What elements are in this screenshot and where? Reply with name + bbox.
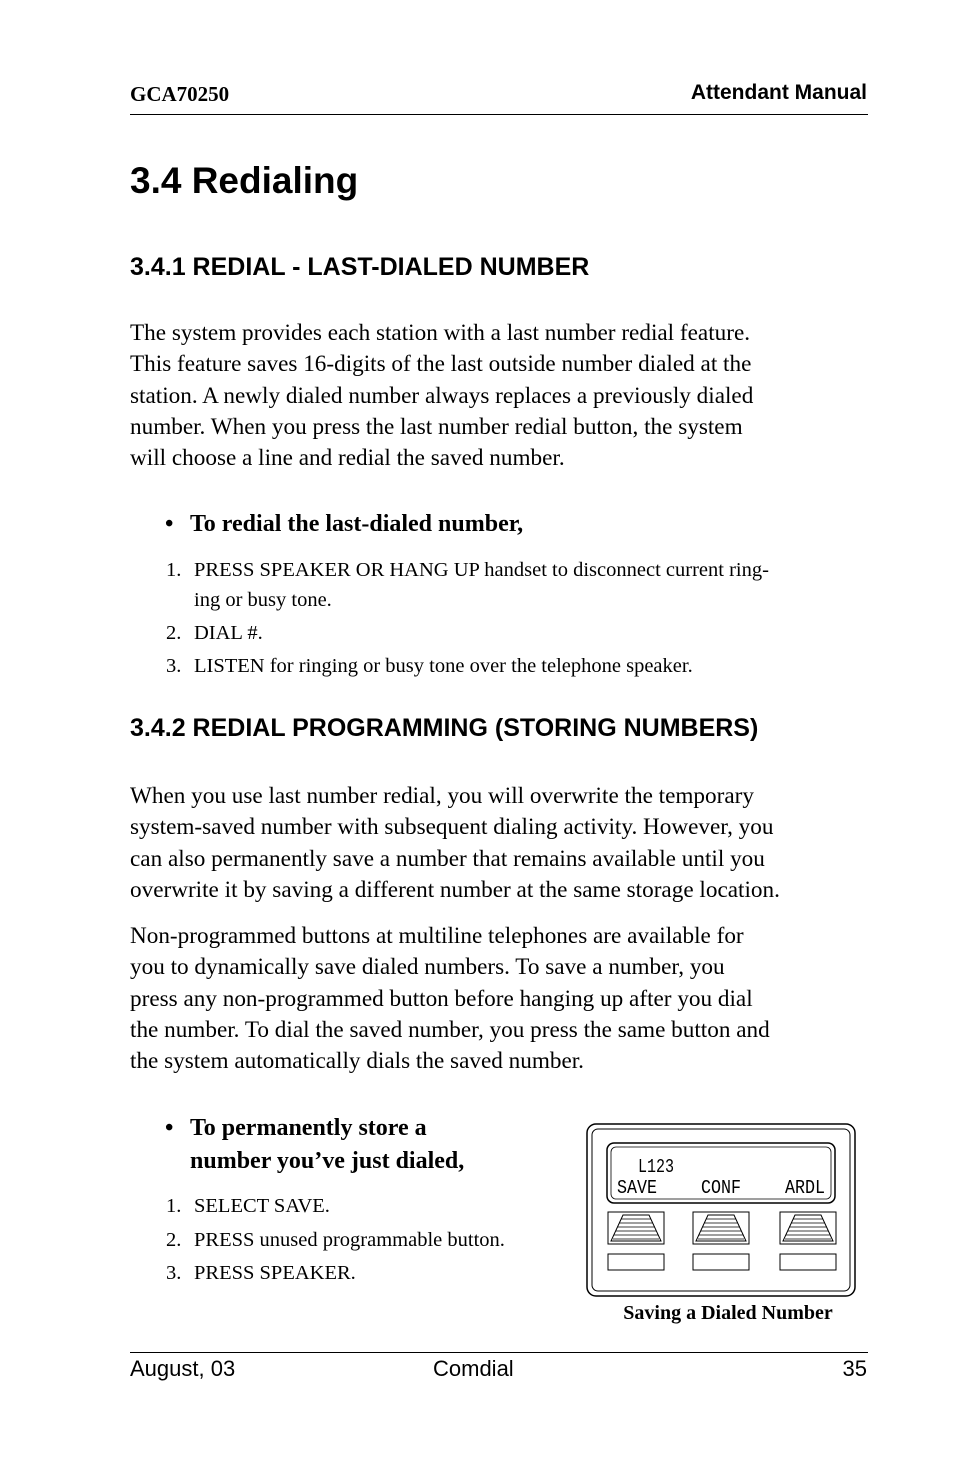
- text-line: The system provides each station with a last number redial feature.: [130, 320, 751, 346]
- step-text: LISTEN for ringing or busy tone over the telephone speaker.: [194, 655, 693, 677]
- subsection-heading-redial-last: 3.4.1 REDIAL - LAST-DIALED NUMBER: [130, 253, 590, 281]
- redial-description: [130, 318, 870, 474]
- step-text: PRESS SPEAKER.: [194, 1262, 356, 1284]
- step-item: [166, 618, 263, 648]
- header-divider: [130, 114, 868, 115]
- footer-divider: [130, 1352, 868, 1353]
- text-line: system-saved number with subsequent dialing activity. However, you: [130, 814, 774, 841]
- button-label-strip: [780, 1254, 836, 1270]
- text-line: will choose a line and redial the saved number.: [130, 445, 565, 472]
- step-text: PRESS SPEAKER OR HANG UP handset to disconnect current ring-: [194, 559, 769, 581]
- programming-paragraph-2: [130, 921, 870, 1077]
- text-line: you to dynamically save dialed numbers. To save a number, you: [130, 954, 725, 981]
- subsection-heading-redial-programming: 3.4.2 REDIAL PROGRAMMING (STORING NUMBERS): [130, 714, 759, 742]
- page-number: 35: [842, 1356, 867, 1381]
- text-line: Non-programmed buttons at multiline telephones are available for: [130, 923, 744, 949]
- bullet-dot: •: [165, 511, 174, 537]
- softkey-button-save[interactable]: [608, 1212, 664, 1244]
- step-number: 1.: [166, 1195, 182, 1217]
- button-label-strip: [608, 1254, 664, 1270]
- text-line: the number. To dial the saved number, you press the same button and: [130, 1016, 770, 1043]
- text-line: press any non-programmed button before hanging up after you dial: [130, 985, 753, 1012]
- step-text: DIAL #.: [194, 622, 263, 644]
- footer-company: Comdial: [433, 1356, 514, 1381]
- bullet-dot: •: [165, 1115, 174, 1141]
- step-item: [166, 1258, 356, 1288]
- procedure-bullet-store: [165, 1112, 464, 1178]
- softkey-label-conf: CONF: [701, 1177, 741, 1199]
- text-line: can also permanently save a number that remains available until you: [130, 845, 765, 872]
- document-title: Attendant Manual: [690, 81, 867, 104]
- bullet-text: To permanently store a: [190, 1115, 427, 1141]
- step-number: 3.: [166, 655, 182, 677]
- step-item: [166, 651, 693, 681]
- text-line: When you use last number redial, you will overwrite the temporary: [130, 783, 754, 809]
- text-line: the system automatically dials the saved number.: [130, 1048, 584, 1075]
- step-text: PRESS unused programmable button.: [194, 1229, 505, 1251]
- figure-caption: Saving a Dialed Number: [623, 1302, 833, 1324]
- step-item: [166, 555, 769, 615]
- document-id: GCA70250: [130, 82, 230, 106]
- section-heading: 3.4 Redialing: [130, 160, 359, 201]
- text-line: This feature saves 16-digits of the last outside number dialed at the: [130, 351, 752, 378]
- button-label-strip: [693, 1254, 749, 1270]
- softkey-label-ardl: ARDL: [785, 1177, 825, 1199]
- programming-paragraph-1: [130, 781, 870, 906]
- bullet-text: To redial the last-dialed number,: [190, 511, 524, 537]
- softkey-button-ardl[interactable]: [780, 1212, 836, 1244]
- text-line: station. A newly dialed number always replaces a previously dialed: [130, 382, 754, 409]
- step-text-continued: ing or busy tone.: [194, 589, 332, 611]
- step-number: 2.: [166, 1229, 182, 1251]
- softkey-button-conf[interactable]: [693, 1212, 749, 1244]
- text-line: number. When you press the last number redial button, the system: [130, 413, 743, 440]
- bullet-text-continued: number you’ve just dialed,: [190, 1148, 465, 1174]
- softkey-label-save: SAVE: [617, 1177, 657, 1199]
- step-number: 1.: [166, 559, 182, 581]
- phone-display-illustration: [586, 1123, 856, 1297]
- step-item: [166, 1225, 505, 1255]
- step-number: 2.: [166, 622, 182, 644]
- procedure-bullet-redial: [165, 508, 523, 541]
- text-line: overwrite it by saving a different number at the same storage location.: [130, 876, 780, 903]
- display-line-text: L123: [638, 1156, 674, 1178]
- footer-date: August, 03: [130, 1356, 236, 1381]
- step-number: 3.: [166, 1262, 182, 1284]
- step-item: [166, 1191, 330, 1221]
- step-text: SELECT SAVE.: [194, 1195, 330, 1217]
